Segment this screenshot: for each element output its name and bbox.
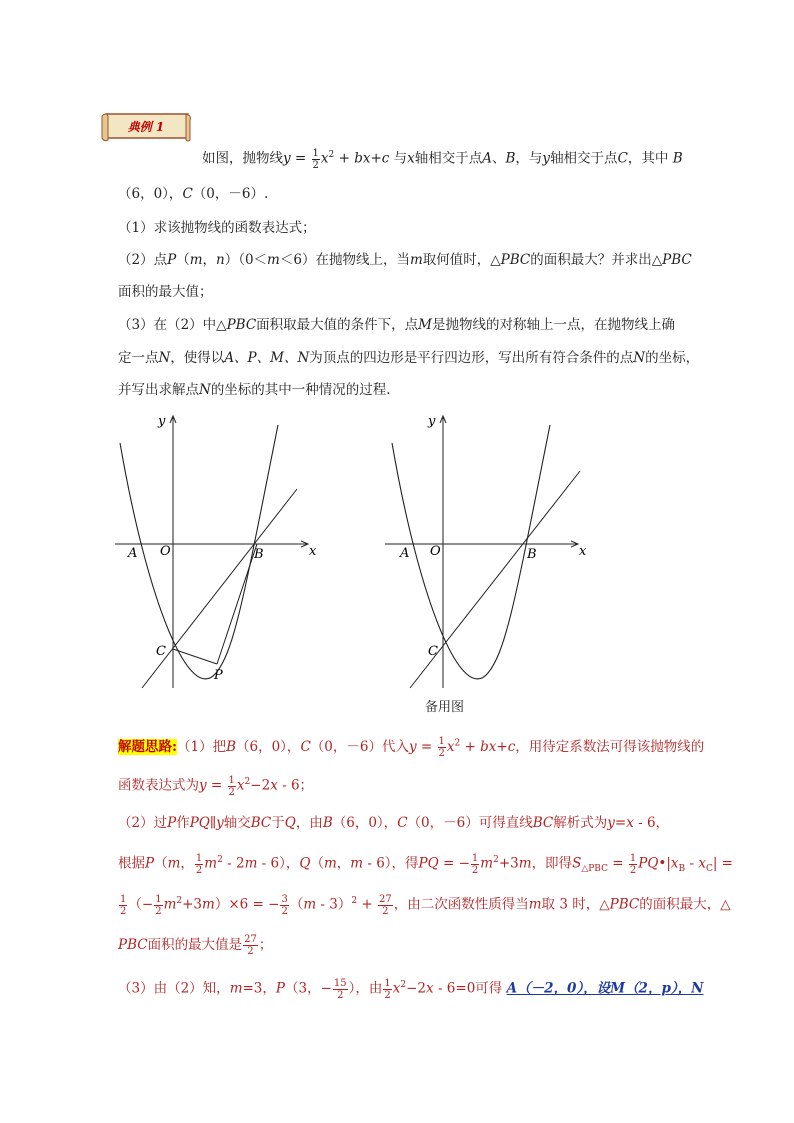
question-3-line-2: 定一点N，使得以A、P、M、N为顶点的四边形是平行四边形，写出所有符合条件的点N的坐标， <box>118 350 700 366</box>
point-a-result: A（－2，0） <box>506 980 584 997</box>
question-2-line-2: 面积的最大值； <box>118 284 213 300</box>
label-x: x <box>309 544 317 559</box>
question-3-line-1: （3）在（2）中△PBC面积取最大值的条件下，点M是抛物线的对称轴上一点，在抛物线上确 <box>118 317 675 333</box>
label-p: P <box>214 668 223 683</box>
example-tag-label: 典例 1 <box>127 120 165 134</box>
label-x: x <box>579 544 587 559</box>
solution-line-6: PBC面积的最大值是 $\frac{27}{2}$ ； <box>118 934 273 957</box>
label-o: O <box>160 544 171 559</box>
solution-line-7: （3）由（2）知，m=3，P（3，− $\frac{15}{2}$ ），由 $\frac{1}{2}$ $x^2-2x - 6=0$可得 A（－2，0），设M（2，p），N <box>118 977 704 1001</box>
example-tag <box>100 112 192 142</box>
left-figure <box>110 405 330 690</box>
point-m-n: M（2，p），N <box>610 980 704 997</box>
figure-caption: 备用图 <box>425 700 465 715</box>
label-c: C <box>156 644 166 659</box>
label-c: C <box>428 644 438 659</box>
question-1: （1）求该抛物线的函数表达式； <box>118 220 316 236</box>
solution-label: 解题思路: <box>118 738 177 755</box>
problem-line-2: （6，0），C（0，－6）. <box>118 186 269 202</box>
right-figure <box>380 405 600 690</box>
label-a: A <box>400 546 410 561</box>
label-b: B <box>254 547 264 562</box>
solution-line-1: 解题思路:（1）把B（6，0），C（0，－6）代入y = $\frac{1}{2}$ $x^2 + bx+c$，用待定系数法可得该抛物线的 <box>118 735 705 759</box>
label-a: A <box>128 546 138 561</box>
segment-cp <box>173 649 217 664</box>
problem-line-1: 如图，抛物线y = $\frac{1}{2}$ $x^2 + bx+c$ 与x轴相交于点A、B，与y轴相交于点C，其中 B <box>202 147 683 171</box>
label-y: y <box>158 414 166 429</box>
solution-line-3: （2）过P作PQ∥y轴交BC于Q，由B（6，0），C（0，－6）可得直线BC解析式为y=x - 6， <box>118 815 670 831</box>
label-o: O <box>430 544 441 559</box>
solution-line-5: $\frac{1}{2}$ （− $\frac{1}{2}$ $m^2+3m)\times 6$ = − $\frac{3}{2}$ （m - 3）$^2$ + $\frac{27}{2}$ ，由二次函数性质得当m取 3 时，△PBC的面积最大，△ <box>120 893 731 917</box>
solution-line-2: 函数表达式为y = $\frac{1}{2}$ $x^2-2x - 6$； <box>118 774 314 798</box>
solution-line-4: 根据P（m， $\frac{1}{2}$ $m^2 - 2m - 6$），Q（m，m - 6），得PQ = − $\frac{1}{2}$ $m^2+3m$，即得$S_{\triangle PBC}$ = $\frac{1}{2}$ $PQ•|x_B - x_C|$ = <box>118 852 733 876</box>
segment-pb <box>217 544 257 664</box>
question-2-line-1: （2）点P（m，n）（0＜m＜6）在抛物线上，当m取何值时，△PBC的面积最大？并求出△PBC <box>118 252 692 268</box>
question-3-line-3: 并写出求解点N的坐标的其中一种情况的过程. <box>118 382 391 398</box>
label-y: y <box>428 414 436 429</box>
label-b: B <box>527 547 537 562</box>
